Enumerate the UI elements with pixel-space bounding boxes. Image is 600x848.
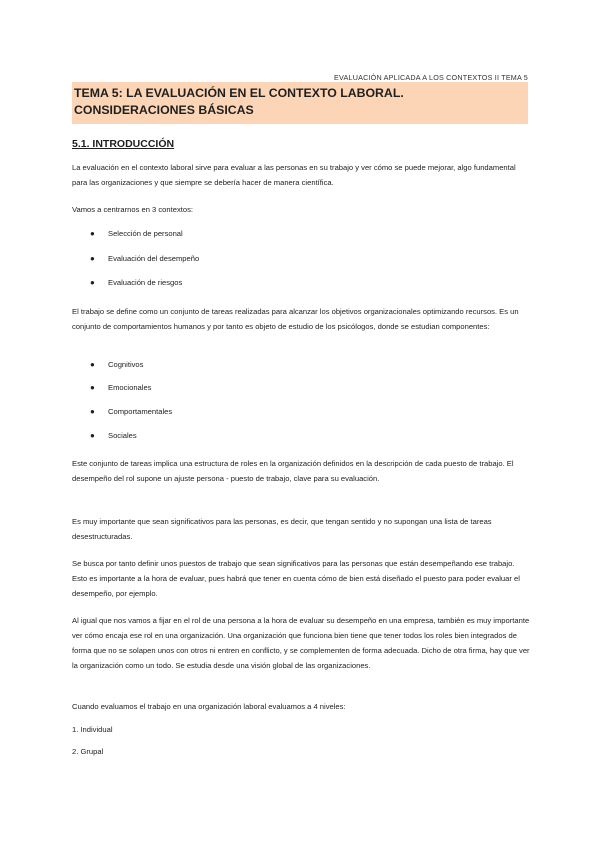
paragraph-intro: La evaluación en el contexto laboral sirve para evaluar a las personas en su trabajo y ver cómo se puede mejorar, algo fundamental para las organizaciones y que siempre se debería hacer de manera científica. [72, 163, 516, 187]
list-item-label: Cognitivos [108, 360, 144, 369]
list-item-label: Evaluación del desempeño [108, 254, 200, 263]
level-item: 2. Grupal [72, 747, 104, 756]
section-heading: 5.1. INTRODUCCIÓN [72, 138, 175, 150]
paragraph-levels-lead: Cuando evaluamos el trabajo en una organización laboral evaluamos a 4 niveles: [72, 702, 346, 711]
list-item-label: Comportamentales [108, 407, 173, 416]
list-item [90, 275, 182, 290]
list-item [90, 226, 183, 241]
list-item [90, 428, 137, 443]
document-title: TEMA 5: LA EVALUACIÓN EN EL CONTEXTO LABORAL. CONSIDERACIONES BÁSICAS [74, 86, 404, 117]
list-item [90, 357, 143, 372]
bullet-icon: ● [90, 254, 95, 263]
list-item-label: Sociales [108, 431, 137, 440]
list-item [90, 404, 172, 419]
paragraph-organization: Al igual que nos vamos a fijar en el rol de una persona a la hora de evaluar su desempeño en una empresa, también es muy importante ver cómo encaja ese rol en una organización. Una organización que funciona bien tiene que tener todos los roles bien integrados de forma que no se solapen unos con otros ni entren en conflicto, y se complementen de forma adecuada. Dicho de otra firma, hay que ver la organización como un todo. Se estudia desde una visión global de las organizaciones. [72, 616, 530, 670]
bullet-icon: ● [90, 383, 95, 392]
bullet-icon: ● [90, 431, 95, 440]
paragraph-work-definition: El trabajo se define como un conjunto de tareas realizadas para alcanzar los objetivos organizacionales optimizando recursos. Es un conjunto de comportamientos humanos y por tanto es objeto de estudio de los psicólogos, donde se estudian componentes: [72, 307, 519, 331]
bullet-icon: ● [90, 278, 95, 287]
bullet-icon: ● [90, 407, 95, 416]
running-header: EVALUACIÓN APLICADA A LOS CONTEXTOS II TEMA 5 [334, 73, 528, 82]
list-item [90, 251, 199, 266]
list-item-label: Evaluación de riesgos [108, 278, 183, 287]
list-item [90, 380, 151, 395]
paragraph-job-design: Se busca por tanto definir unos puestos de trabajo que sean significativos para las personas que están desempeñando ese trabajo. Esto es importante a la hora de evaluar, pues habrá que tener en cuenta cómo de bien está diseñado el puesto para poder evaluar el desempeño, por ejemplo. [72, 559, 520, 598]
list-item-label: Selección de personal [108, 229, 183, 238]
bullet-icon: ● [90, 360, 95, 369]
list-item-label: Emocionales [108, 383, 152, 392]
paragraph-contexts-lead: Vamos a centrarnos en 3 contextos: [72, 205, 194, 214]
title-band [72, 82, 528, 124]
level-item: 1. Individual [72, 725, 113, 734]
bullet-icon: ● [90, 229, 95, 238]
paragraph-roles: Este conjunto de tareas implica una estructura de roles en la organización definidos en la descripción de cada puesto de trabajo. El desempeño del rol supone un ajuste persona - puesto de trabajo, clave para su evaluación. [72, 459, 514, 483]
paragraph-significance: Es muy importante que sean significativos para las personas, es decir, que tengan sentido y no supongan una lista de tareas desestructuradas. [72, 517, 492, 541]
